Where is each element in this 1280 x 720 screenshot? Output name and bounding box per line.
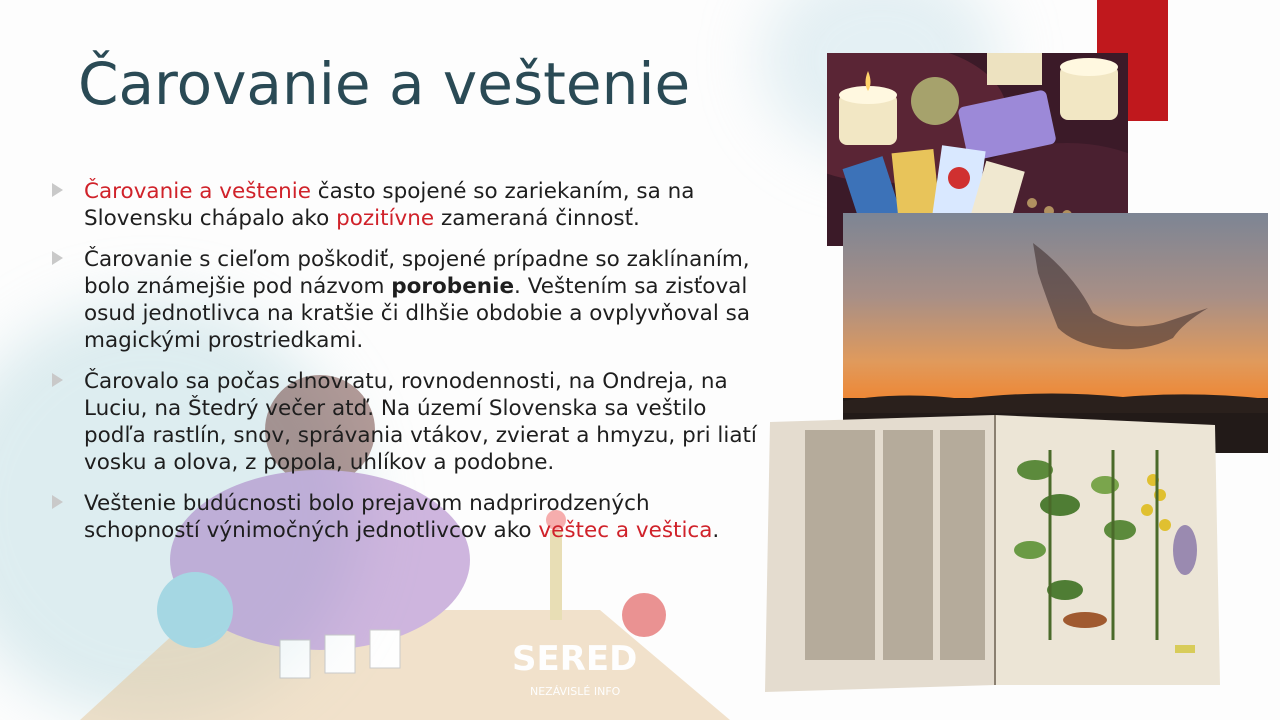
bullet-item [50, 178, 770, 232]
bullet-arrow-icon [52, 183, 63, 197]
bullet-text: Čarovalo sa počas slnovratu, rovnodennosti, na Ondreja, na Luciu, na Štedrý večer atď. Na území Slovenska sa veštilo podľa rastlín, snov, správania vtákov, zvierat a hmyzu, pri liatí vosku a olova, z popola, uhlíkov a podobne. [84, 369, 757, 475]
watermark-logo [512, 639, 637, 698]
slide-title: Čarovanie a veštenie [78, 50, 691, 118]
bullet-item [50, 246, 770, 354]
highlight-text: Čarovanie a veštenie [84, 179, 311, 204]
highlight-text: pozitívne [336, 206, 435, 231]
bullet-arrow-icon [52, 251, 63, 265]
bullet-text: často spojené so zariekaním, sa na Slovensku chápalo ako [84, 179, 695, 231]
bullet-text: zameraná činnosť. [434, 206, 640, 231]
bullet-text: Čarovanie s cieľom poškodiť, spojené prípadne so zaklínaním, bolo známejšie pod názvom [84, 247, 750, 299]
bullet-item [50, 368, 770, 476]
bold-term: porobenie [391, 274, 515, 299]
bullet-arrow-icon [52, 373, 63, 387]
bullet-text: . [712, 518, 720, 543]
bullet-text: . Veštením sa zisťoval osud jednotlivca na kratšie či dlhšie obdobie a ovplyvňoval sa magickými prostriedkami. [84, 274, 751, 353]
watermark-tagline: NEZÁVISLÉ INFO [530, 685, 621, 698]
herbal-book-photo [765, 410, 1220, 695]
bullet-list [50, 178, 770, 558]
bullet-text: Veštenie budúcnosti bolo prejavom nadprirodzených schopností výnimočných jednotlivcov ako [84, 491, 650, 543]
highlight-text: veštec a veštica [538, 518, 713, 543]
watermark-name: SERED [512, 639, 638, 679]
bullet-item [50, 490, 770, 544]
bullet-arrow-icon [52, 495, 63, 509]
